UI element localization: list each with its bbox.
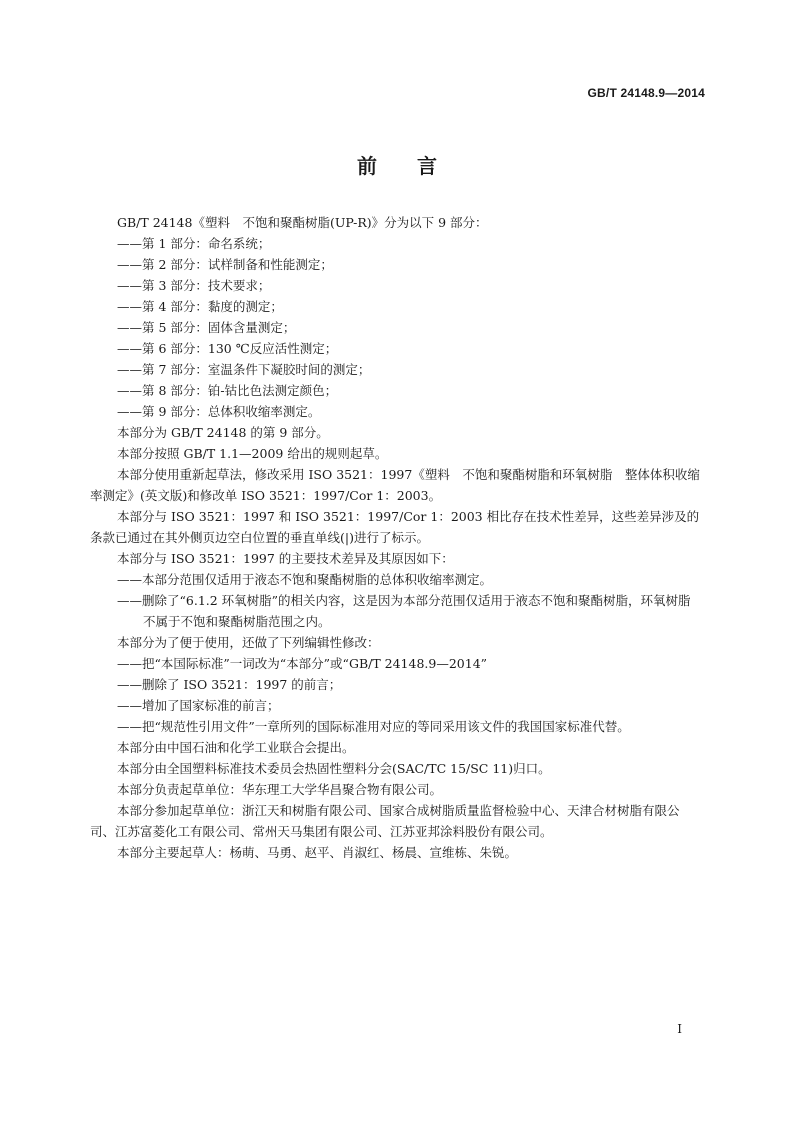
- paragraph: GB/T 24148《塑料 不饱和聚酯树脂(UP-R)》分为以下 9 部分：: [117, 215, 488, 230]
- list-item: ——第 5 部分：固体含量测定；: [117, 320, 296, 335]
- list-item: ——把“规范性引用文件”一章所列的国际标准用对应的等同采用该文件的我国国家标准代替。: [117, 719, 630, 734]
- list-item: ——第 9 部分：总体积收缩率测定。: [117, 404, 321, 419]
- list-item: ——第 4 部分：黏度的测定；: [117, 299, 283, 314]
- list-item: ——第 6 部分：130 ℃反应活性测定；: [117, 341, 338, 356]
- paragraph: 本部分参加起草单位：浙江天和树脂有限公司、国家合成树脂质量监督检验中心、天津合材树脂有限公司、江苏富菱化工有限公司、常州天马集团有限公司、江苏亚邦涂料股份有限公司。: [90, 803, 680, 839]
- paragraph: 本部分主要起草人：杨萌、马勇、赵平、肖淑红、杨晨、宣维栋、朱锐。: [117, 845, 518, 860]
- standard-number: GB/T 24148.9—2014: [587, 86, 705, 100]
- list-item: ——增加了国家标准的前言；: [117, 698, 280, 713]
- paragraph: 本部分与 ISO 3521：1997 和 ISO 3521：1997/Cor 1：2003 相比存在技术性差异，这些差异涉及的条款已通过在其外侧页边空白位置的垂直单线(|)进行了标示。: [90, 509, 700, 545]
- list-item: ——第 8 部分：铂-钴比色法测定颜色；: [117, 383, 338, 398]
- paragraph: 本部分与 ISO 3521：1997 的主要技术差异及其原因如下：: [117, 551, 454, 566]
- paragraph: 本部分按照 GB/T 1.1—2009 给出的规则起草。: [117, 446, 388, 461]
- paragraph: 本部分由全国塑料标准技术委员会热固性塑料分会(SAC/TC 15/SC 11)归口。: [117, 761, 551, 776]
- foreword-body: [90, 212, 703, 863]
- list-item: ——第 1 部分：命名系统；: [117, 236, 271, 251]
- page-title: 前言: [357, 154, 477, 178]
- page-number: I: [677, 1022, 682, 1036]
- list-item: ——把“本国际标准”一词改为“本部分”或“GB/T 24148.9—2014”: [117, 656, 488, 671]
- list-item: ——删除了 ISO 3521：1997 的前言；: [117, 677, 342, 692]
- paragraph: 本部分为了便于使用，还做了下列编辑性修改：: [117, 635, 380, 650]
- list-item: ——第 2 部分：试样制备和性能测定；: [117, 257, 333, 272]
- list-item: ——第 3 部分：技术要求；: [117, 278, 271, 293]
- paragraph: 本部分为 GB/T 24148 的第 9 部分。: [117, 425, 329, 440]
- list-item: ——第 7 部分：室温条件下凝胶时间的测定；: [117, 362, 371, 377]
- paragraph: 本部分由中国石油和化学工业联合会提出。: [117, 740, 355, 755]
- paragraph: 本部分使用重新起草法，修改采用 ISO 3521：1997《塑料 不饱和聚酯树脂和环氧树脂 整体体积收缩率测定》(英文版)和修改单 ISO 3521：1997/Cor 1：2003。: [90, 467, 700, 503]
- list-item: ——删除了“6.1.2 环氧树脂”的相关内容，这是因为本部分范围仅适用于液态不饱和聚酯树脂，环氧树脂不属于不饱和聚酯树脂范围之内。: [117, 593, 691, 629]
- list-item: ——本部分范围仅适用于液态不饱和聚酯树脂的总体积收缩率测定。: [117, 572, 493, 587]
- paragraph: 本部分负责起草单位：华东理工大学华昌聚合物有限公司。: [117, 782, 443, 797]
